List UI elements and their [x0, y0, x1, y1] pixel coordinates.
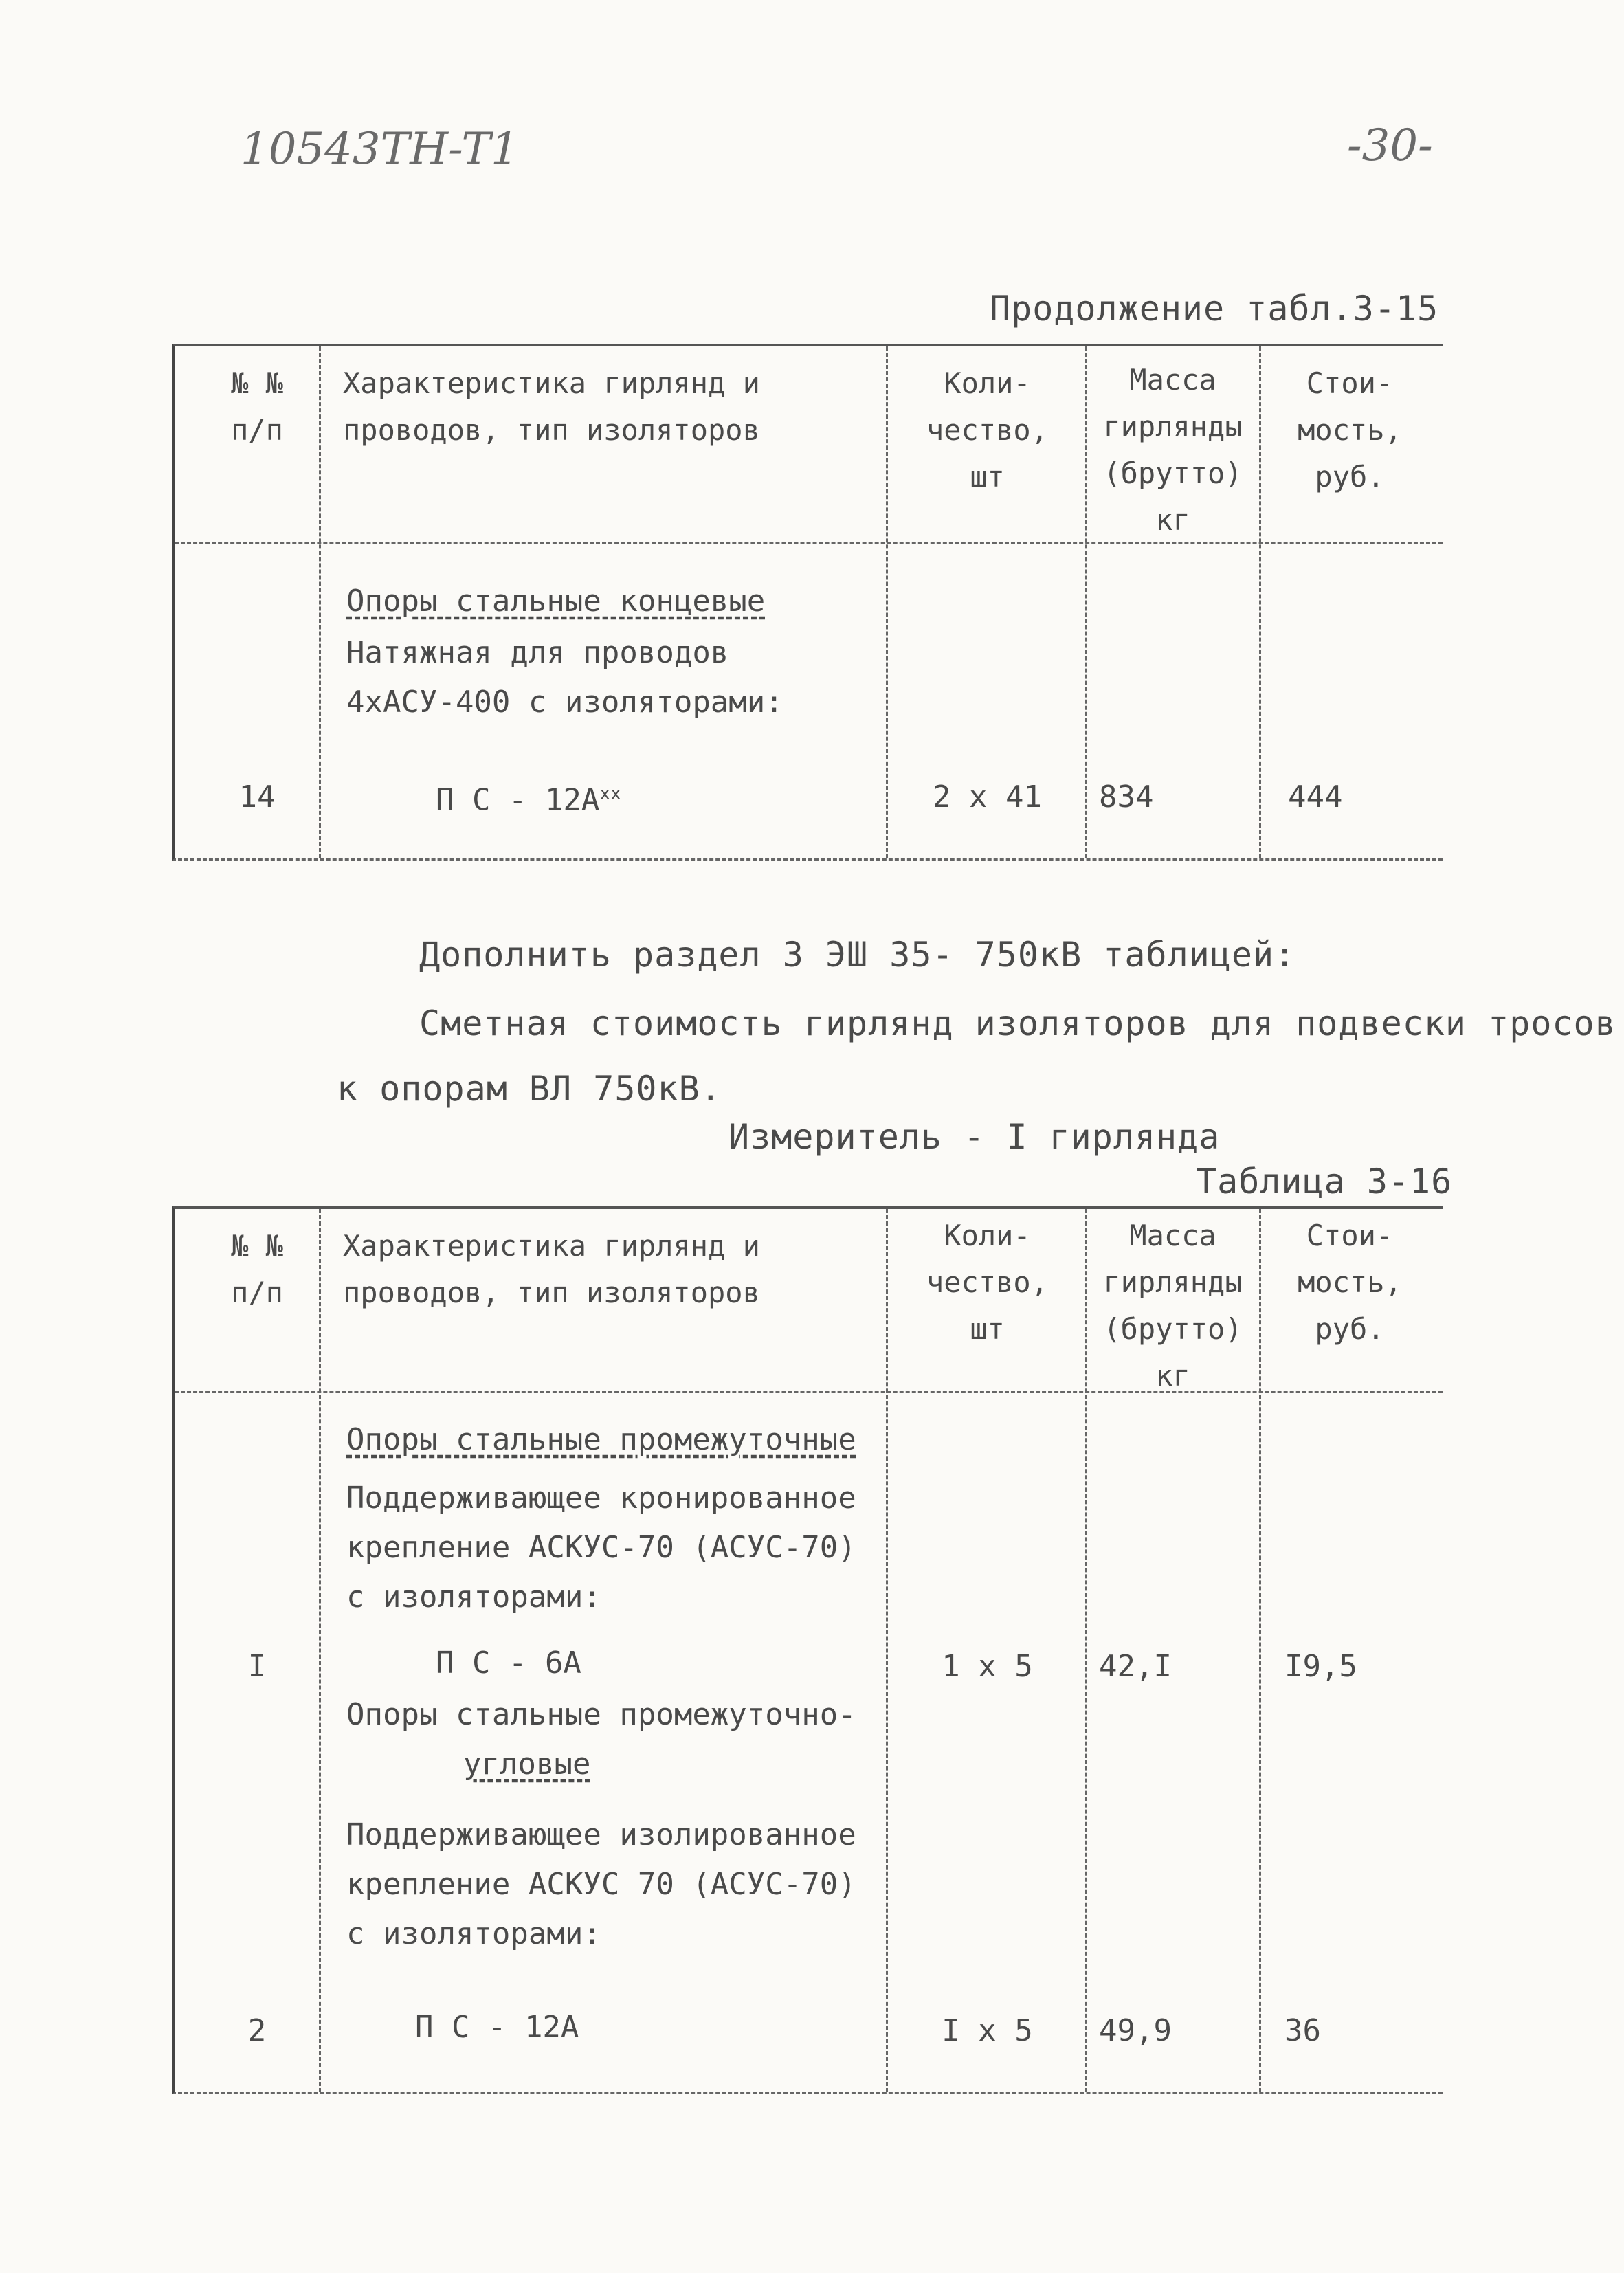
row-quantity: 2 х 41 [933, 779, 1042, 814]
row1-number: I [247, 1649, 267, 1684]
table2-caption: Таблица 3-16 [1196, 1162, 1453, 1201]
row2-quantity: I х 5 [942, 2013, 1033, 2048]
description-line-1: Сметная стоимость гирлянд изоляторов для подвески тросов [419, 1004, 1616, 1043]
row-cost: 444 [1288, 779, 1343, 814]
header-description: Характеристика гирлянд и проводов, тип изоляторов [343, 366, 760, 447]
unit-of-measure: Измеритель - I гирлянда [728, 1117, 1221, 1157]
row1-description: Поддерживающее кронированное крепление АСКУС-70 (АСУС-70) с изоляторами: [346, 1481, 856, 1615]
row2-description: Поддерживающее изолированное крепление АСКУС 70 (АСУС-70) с изоляторами: [346, 1817, 856, 1951]
header-cost: Стои- мость, руб. [1298, 366, 1402, 494]
row1-quantity: 1 х 5 [942, 1649, 1033, 1684]
row-insulator: П С - $12А^{хх}$ [436, 782, 621, 818]
row1-insulator: П С - 6А [436, 1645, 581, 1681]
row2-number: 2 [247, 2013, 267, 2048]
row-description: Натяжная для проводов 4хАСУ-400 с изоляторами: [346, 635, 783, 720]
description-line-2: к опорам ВЛ 750кВ. [337, 1069, 722, 1109]
group-title-end-towers: Опоры стальные концевые [346, 584, 766, 619]
row2-insulator: П С - 12А [415, 2010, 579, 2045]
instruction-line: Дополнить раздел 3 ЭШ 35- 750кВ таблицей: [419, 935, 1296, 975]
group-title-intermediate-towers: Опоры стальные промежуточные [346, 1422, 856, 1457]
row-mass: 834 [1099, 779, 1154, 814]
row2-mass: 49,9 [1099, 2013, 1172, 2048]
header-cost: Стои- мость, руб. [1298, 1219, 1402, 1346]
row-number: 14 [238, 779, 276, 814]
header-description: Характеристика гирлянд и проводов, тип изоляторов [343, 1229, 760, 1309]
table1-caption: Продолжение табл.3-15 [990, 289, 1439, 329]
header-quantity: Коли- чество, шт [926, 1219, 1048, 1346]
document-code: 10543TH-T1 [241, 124, 519, 175]
table-3-16 [172, 1206, 1443, 2094]
row1-mass: 42,I [1099, 1649, 1172, 1684]
row1-cost: I9,5 [1284, 1649, 1357, 1684]
page-number: -30- [1347, 120, 1433, 171]
header-mass: Масса гирлянды (брутто) кг [1103, 363, 1243, 537]
header-num: № № п/п [231, 1229, 283, 1309]
group-title-angle-towers: Опоры стальные промежуточно- угловые [346, 1697, 856, 1782]
header-num: № № п/п [231, 366, 283, 447]
row2-cost: 36 [1284, 2013, 1321, 2048]
header-mass: Масса гирлянды (брутто) кг [1103, 1219, 1243, 1393]
header-quantity: Коли- чество, шт [926, 366, 1048, 494]
table-3-15-continuation [172, 344, 1443, 861]
